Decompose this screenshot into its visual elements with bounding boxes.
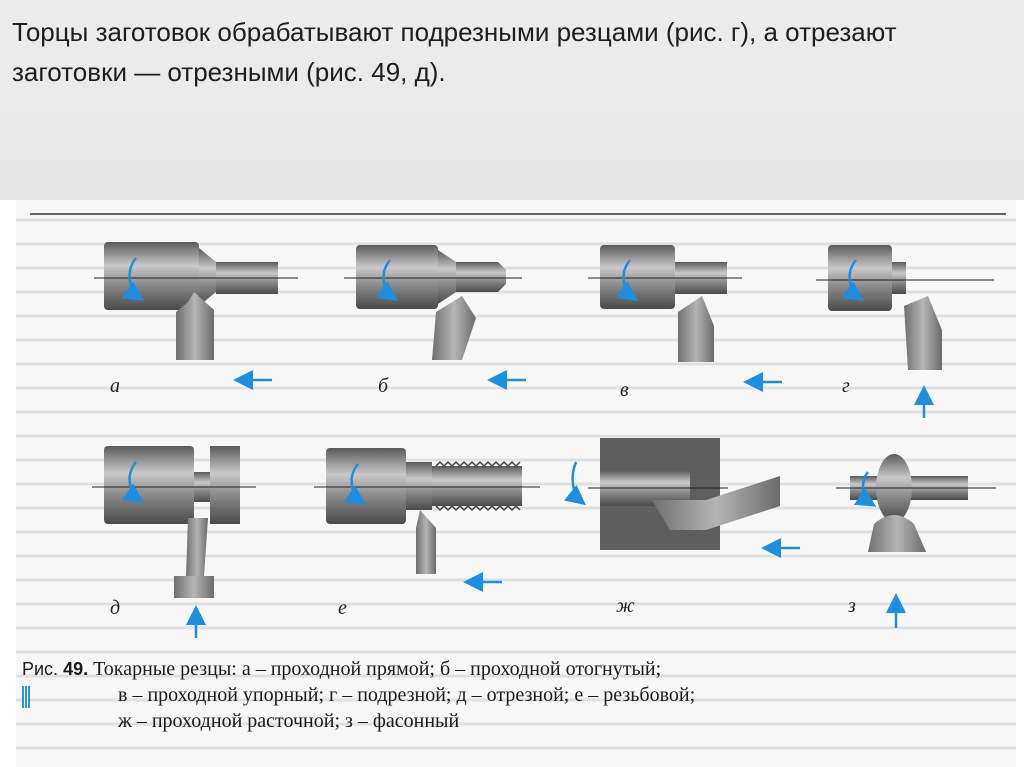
panel-z <box>836 454 996 628</box>
caption-label: Рис. <box>22 659 59 679</box>
workpiece <box>356 245 438 309</box>
panel-v <box>588 245 782 401</box>
panel-b <box>344 245 526 397</box>
panel-d <box>92 446 256 638</box>
panel-g <box>816 245 994 418</box>
caption-text-1: Токарные резцы: а – проходной прямой; б – проходной отогнутый; <box>93 658 662 680</box>
figure-caption <box>22 656 1002 734</box>
workpiece <box>104 446 194 524</box>
panel-e <box>314 448 540 619</box>
panel-a <box>94 242 298 397</box>
workpiece <box>326 448 406 524</box>
slide-title-text: Торцы заготовок обрабатывают подрезными резцами (рис. г), а отрезают заготовки — отрезными (рис. 49, д). <box>12 17 897 87</box>
panel-letter: з <box>848 595 856 617</box>
workpiece <box>828 245 892 311</box>
panel-letter: в <box>620 379 629 401</box>
cutter-form <box>868 515 926 552</box>
rotation-arrow <box>573 462 582 502</box>
panel-letter: а <box>110 375 120 397</box>
caption-text-2: в – проходной упорный; г – подрезной; д – отрезной; е – резьбовой; <box>118 684 696 706</box>
caption-number: 49. <box>63 659 89 679</box>
cutter-bent <box>432 296 476 360</box>
panel-zh <box>573 438 800 617</box>
cutter-facing <box>904 296 942 370</box>
workpiece <box>600 245 675 309</box>
caption-text-3: ж – проходной расточной; з – фасонный <box>118 710 460 732</box>
workpiece <box>104 242 199 310</box>
panel-letter: д <box>110 597 121 619</box>
panel-letter: б <box>378 375 389 397</box>
cutter-parting <box>186 518 208 576</box>
panel-letter: е <box>338 597 347 619</box>
caption-line-1 <box>22 656 1002 682</box>
cutter-thread <box>416 510 436 574</box>
threaded-section <box>432 466 522 506</box>
panel-letter: г <box>842 375 850 397</box>
slide-header <box>0 0 1024 200</box>
cutter-shoulder <box>678 296 714 362</box>
panel-letter: ж <box>616 595 635 617</box>
